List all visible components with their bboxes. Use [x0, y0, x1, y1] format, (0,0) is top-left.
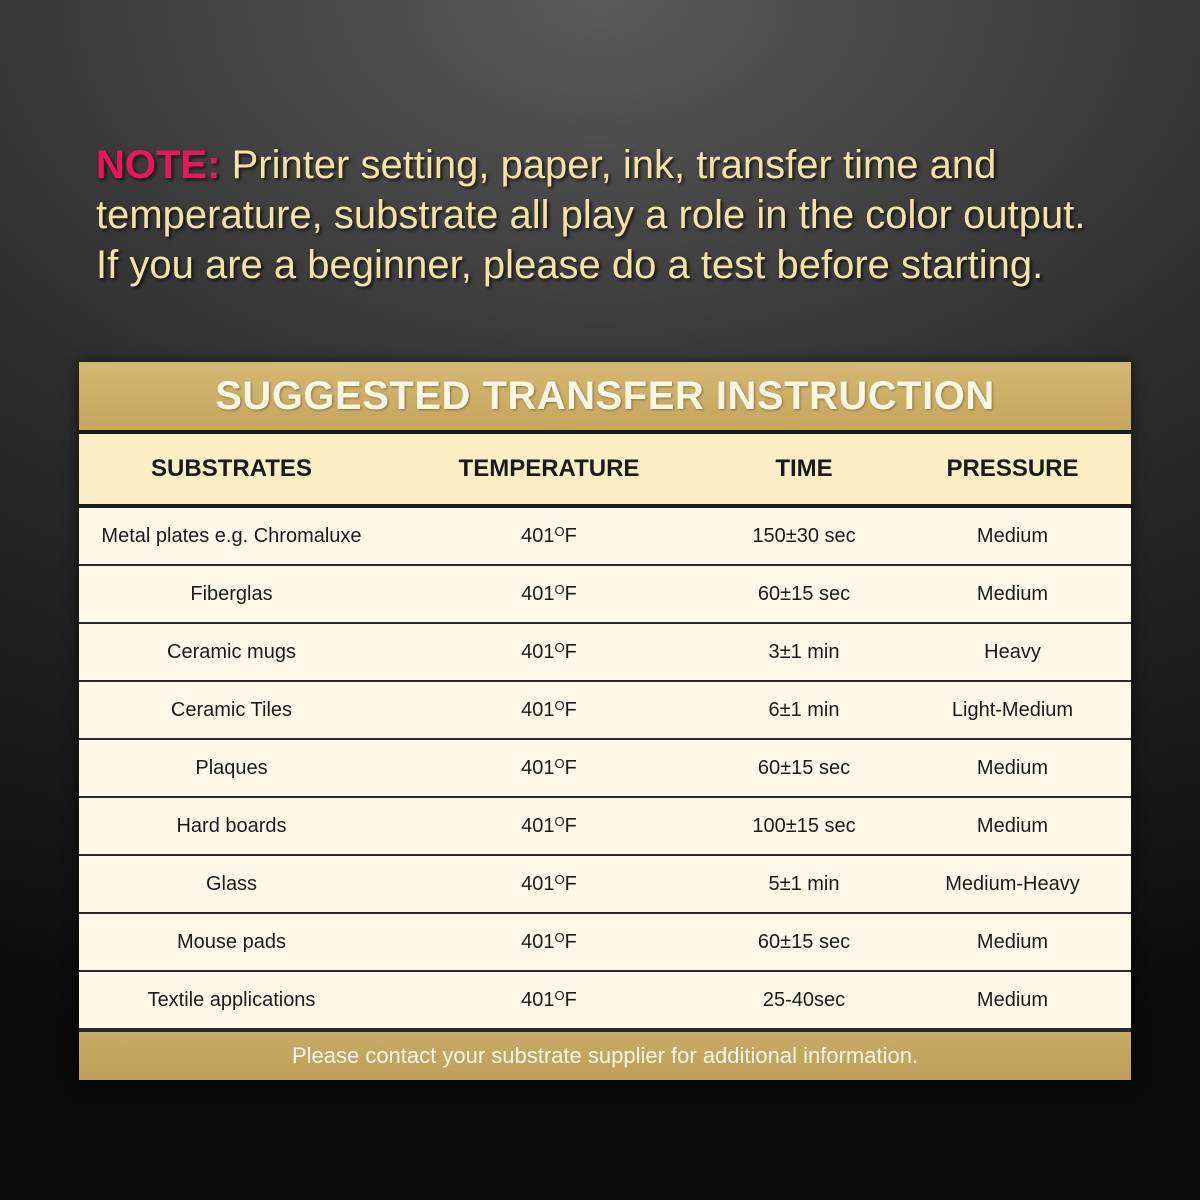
header-substrates: SUBSTRATES: [151, 455, 312, 482]
cell-time: 25-40sec: [762, 988, 846, 1011]
cell-pressure: Medium: [976, 756, 1049, 779]
temperature-unit: F: [564, 525, 577, 547]
cell-pressure: Medium: [976, 988, 1049, 1011]
temperature-unit: F: [564, 989, 577, 1011]
header-pressure: PRESSURE: [946, 455, 1079, 482]
header-temperature: TEMPERATURE: [458, 455, 640, 482]
table-row: [79, 972, 1131, 1030]
cell-substrate: Glass: [205, 872, 258, 895]
temperature-unit: F: [564, 699, 577, 721]
cell-pressure: Medium: [976, 524, 1049, 547]
cell-temperature: [384, 756, 714, 780]
degree-symbol: O: [554, 582, 565, 597]
cell-temperature: [384, 698, 714, 722]
transfer-instruction-table: [79, 362, 1131, 1080]
cell-substrate: Ceramic mugs: [167, 640, 296, 663]
cell-substrate: Metal plates e.g. Chromaluxe: [101, 524, 362, 547]
cell-pressure: Medium: [976, 814, 1049, 837]
cell-pressure: Heavy: [984, 640, 1041, 663]
cell-time: 3±1 min: [768, 640, 840, 663]
table-row: [79, 682, 1131, 740]
cell-pressure: Medium-Heavy: [945, 872, 1080, 895]
temperature-unit: F: [564, 815, 577, 837]
temperature-value: 401: [521, 525, 555, 547]
temperature-value: 401: [521, 989, 555, 1011]
table-title: SUGGESTED TRANSFER INSTRUCTION: [215, 373, 995, 418]
cell-substrate: Fiberglas: [190, 582, 273, 605]
cell-time: 150±30 sec: [752, 524, 856, 547]
table-header-row: [79, 434, 1131, 508]
temperature-unit: F: [564, 931, 577, 953]
table-row: [79, 798, 1131, 856]
cell-substrate: Ceramic Tiles: [170, 698, 293, 721]
degree-symbol: O: [554, 814, 565, 829]
cell-substrate: Plaques: [195, 756, 268, 779]
cell-temperature: [384, 582, 714, 606]
table-row: [79, 566, 1131, 624]
cell-time: 60±15 sec: [757, 582, 851, 605]
temperature-value: 401: [521, 583, 555, 605]
cell-temperature: [384, 872, 714, 896]
note-line-1: [96, 140, 1156, 190]
temperature-value: 401: [521, 873, 555, 895]
table-row: [79, 508, 1131, 566]
cell-temperature: [384, 640, 714, 664]
cell-substrate: Hard boards: [176, 814, 287, 837]
note-line-1-text: Printer setting, paper, ink, transfer time and: [231, 143, 997, 187]
footer-text: Please contact your substrate supplier for additional information.: [291, 1043, 919, 1068]
cell-time: 100±15 sec: [752, 814, 856, 837]
table-row: [79, 914, 1131, 972]
cell-time: 60±15 sec: [757, 930, 851, 953]
temperature-value: 401: [521, 757, 555, 779]
degree-symbol: O: [554, 524, 565, 539]
table-title-bar: [79, 362, 1131, 434]
degree-symbol: O: [554, 698, 565, 713]
note-lead: NOTE:: [96, 143, 221, 187]
degree-symbol: O: [554, 988, 565, 1003]
note-line-3: If you are a beginner, please do a test before starting.: [96, 243, 1044, 287]
cell-temperature: [384, 814, 714, 838]
note-text: [96, 140, 1156, 290]
table-row: [79, 856, 1131, 914]
table-row: [79, 740, 1131, 798]
temperature-unit: F: [564, 873, 577, 895]
degree-symbol: O: [554, 872, 565, 887]
temperature-value: 401: [521, 641, 555, 663]
table-footer: [79, 1030, 1131, 1080]
temperature-value: 401: [521, 815, 555, 837]
temperature-unit: F: [564, 583, 577, 605]
table-row: [79, 624, 1131, 682]
cell-pressure: Medium: [976, 930, 1049, 953]
cell-time: 6±1 min: [768, 698, 840, 721]
cell-time: 5±1 min: [768, 872, 840, 895]
degree-symbol: O: [554, 930, 565, 945]
cell-substrate: Textile applications: [147, 988, 316, 1011]
cell-pressure: Medium: [976, 582, 1049, 605]
temperature-unit: F: [564, 757, 577, 779]
header-time: TIME: [775, 455, 833, 482]
table-body: [79, 508, 1131, 1030]
cell-temperature: [384, 930, 714, 954]
cell-substrate: Mouse pads: [177, 930, 286, 953]
temperature-value: 401: [521, 699, 555, 721]
degree-symbol: O: [554, 640, 565, 655]
temperature-unit: F: [564, 641, 577, 663]
temperature-value: 401: [521, 931, 555, 953]
cell-temperature: [384, 988, 714, 1012]
note-line-2: temperature, substrate all play a role in the color output.: [96, 193, 1086, 237]
cell-time: 60±15 sec: [757, 756, 851, 779]
degree-symbol: O: [554, 756, 565, 771]
cell-temperature: [384, 524, 714, 548]
cell-pressure: Light-Medium: [951, 698, 1074, 721]
